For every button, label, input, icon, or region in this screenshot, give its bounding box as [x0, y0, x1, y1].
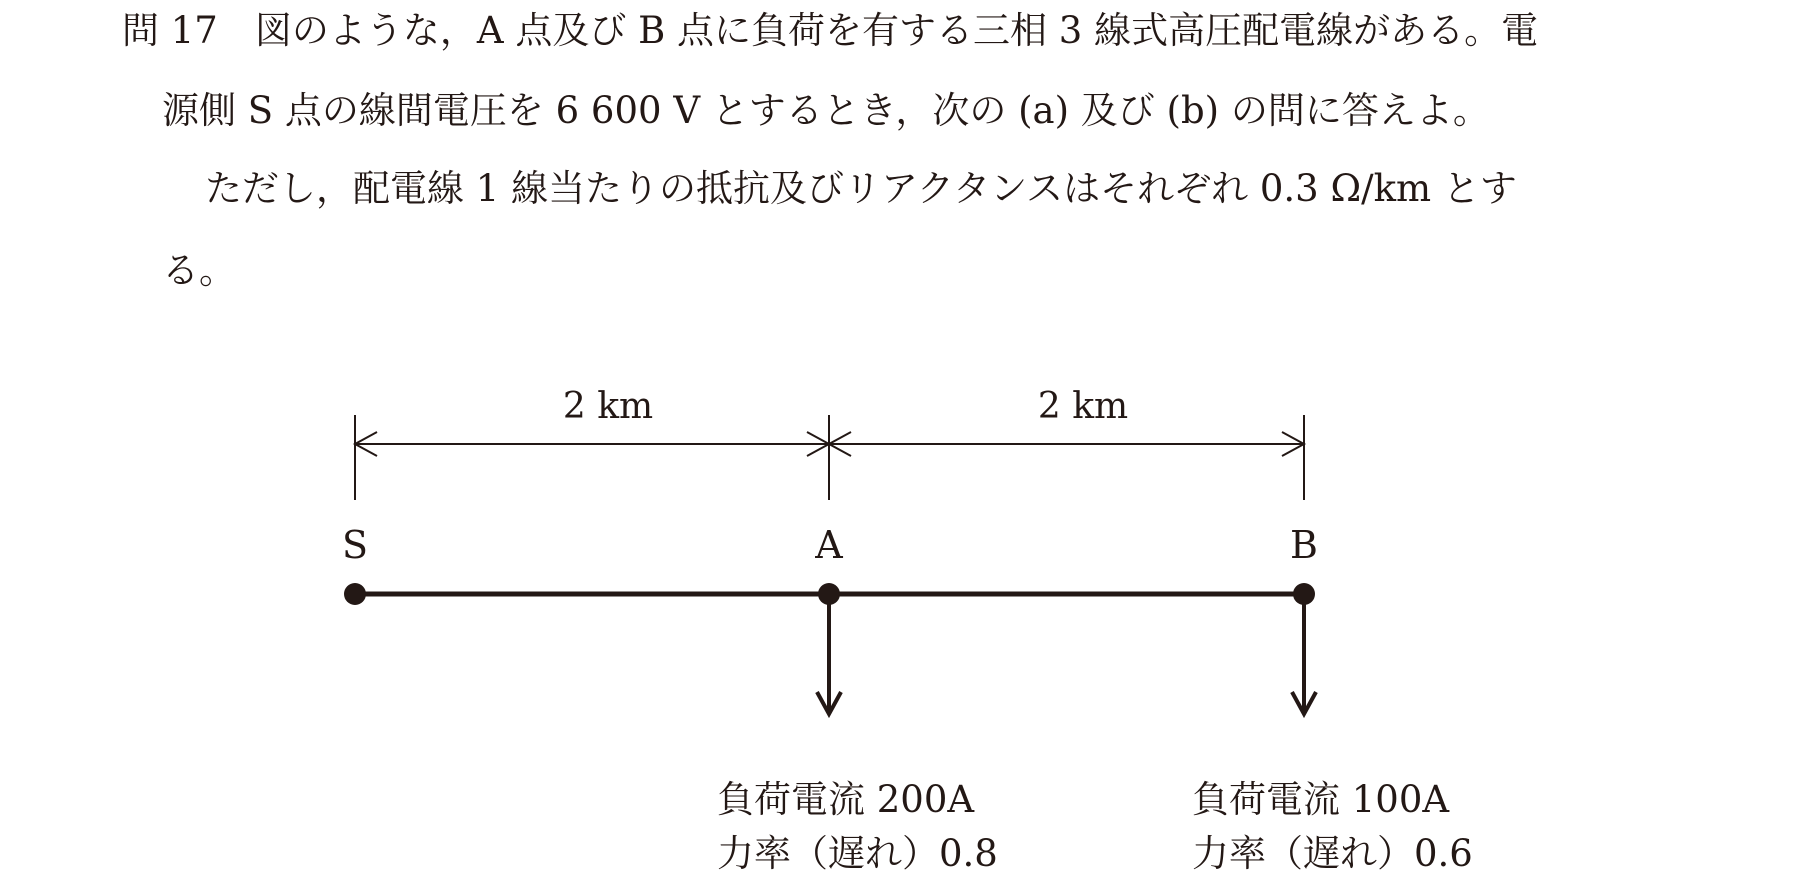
question-text-line-4: る。: [162, 249, 236, 292]
load-a-current-label: 負荷電流 200A: [717, 778, 975, 821]
question-text-line-2: 源側 S 点の線間電圧を 6 600 V とするとき，次の (a) 及び (b) の問に答えよ。: [162, 89, 1490, 132]
load-a-power-factor-label: 力率（遅れ）0.8: [717, 832, 998, 875]
load-b-current-label: 負荷電流 100A: [1192, 778, 1450, 821]
node-label-b: B: [1290, 523, 1318, 567]
node-label-a: A: [815, 523, 843, 567]
load-b-power-factor-label: 力率（遅れ）0.6: [1192, 832, 1473, 875]
node-s: [344, 583, 366, 605]
question-text-line-3: ただし，配電線 1 線当たりの抵抗及びリアクタンスはそれぞれ 0.3 Ω/km とす: [205, 167, 1517, 210]
distance-label-sa: 2 km: [562, 386, 654, 427]
distance-label-ab: 2 km: [1037, 386, 1129, 427]
node-label-s: S: [341, 523, 369, 567]
question-text-line-1: 問 17 図のような，A 点及び B 点に負荷を有する三相 3 線式高圧配電線がある。電: [122, 9, 1539, 52]
